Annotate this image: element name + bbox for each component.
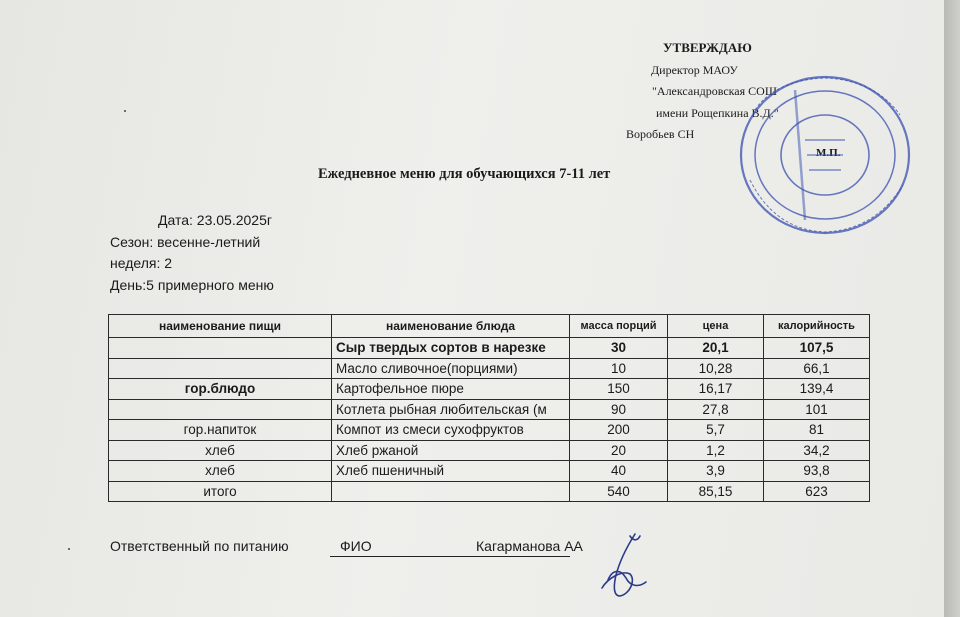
- cell-mass: 200: [570, 420, 668, 441]
- cell-dish: Котлета рыбная любительская (м: [332, 399, 570, 420]
- table-row: [109, 420, 870, 441]
- cell-mass: 40: [570, 461, 668, 482]
- table-row: [109, 440, 870, 461]
- cell-mass: 150: [570, 379, 668, 400]
- menu-date: Дата: 23.05.2025г: [158, 212, 272, 228]
- stamp-place-label: М.П.: [816, 147, 841, 159]
- cell-kcal: 66,1: [764, 358, 870, 379]
- table-header-row: [109, 315, 870, 338]
- cell-kcal: 101: [764, 399, 870, 420]
- cell-meal: гор.блюдо: [109, 379, 332, 400]
- header-dish: наименование блюда: [332, 315, 570, 338]
- cell-price: 3,9: [668, 461, 764, 482]
- approval-line-2: "Александровская СОШ: [652, 84, 777, 98]
- menu-day: День:5 примерного меню: [110, 277, 274, 293]
- table-row: [109, 338, 870, 359]
- table-row: [109, 461, 870, 482]
- cell-dish: Сыр твердых сортов в нарезке: [332, 338, 570, 359]
- cell-meal: гор.напиток: [109, 420, 332, 441]
- cell-dish: Масло сливочное(порциями): [332, 358, 570, 379]
- menu-week: неделя: 2: [110, 255, 173, 271]
- header-price: цена: [668, 315, 764, 338]
- cell-price: 16,17: [668, 379, 764, 400]
- speck: [124, 110, 126, 112]
- handwritten-signature-icon: [590, 530, 660, 605]
- header-kcal: калорийность: [764, 315, 870, 338]
- cell-meal: хлеб: [109, 440, 332, 461]
- header-mass: масса порций: [570, 315, 668, 338]
- cell-meal: итого: [109, 481, 332, 502]
- cell-meal: [109, 358, 332, 379]
- cell-meal: [109, 399, 332, 420]
- cell-meal: хлеб: [109, 461, 332, 482]
- cell-price: 5,7: [668, 420, 764, 441]
- table-row: [109, 379, 870, 400]
- table-row: [109, 358, 870, 379]
- responsible-label: Ответственный по питанию: [110, 538, 289, 554]
- cell-kcal: 81: [764, 420, 870, 441]
- cell-kcal: 93,8: [764, 461, 870, 482]
- cell-price: 85,15: [668, 481, 764, 502]
- approval-title: УТВЕРЖДАЮ: [663, 40, 752, 55]
- responsible-name: Кагарманова АА: [476, 538, 583, 554]
- cell-kcal: 623: [764, 481, 870, 502]
- cell-mass: 90: [570, 399, 668, 420]
- cell-mass: 540: [570, 481, 668, 502]
- cell-dish: Компот из смеси сухофруктов: [332, 420, 570, 441]
- cell-kcal: 107,5: [764, 338, 870, 359]
- cell-price: 20,1: [668, 338, 764, 359]
- cell-price: 10,28: [668, 358, 764, 379]
- cell-mass: 30: [570, 338, 668, 359]
- official-stamp-icon: [735, 70, 915, 240]
- cell-price: 1,2: [668, 440, 764, 461]
- approval-line-3: имени Рощепкина В.Д.": [656, 106, 779, 120]
- table-total-row: [109, 481, 870, 502]
- cell-meal: [109, 338, 332, 359]
- cell-dish: [332, 481, 570, 502]
- cell-price: 27,8: [668, 399, 764, 420]
- header-meal: наименование пищи: [109, 315, 332, 338]
- fio-label: ФИО: [340, 538, 372, 554]
- document-title: Ежедневное меню для обучающихся 7-11 лет: [318, 166, 611, 182]
- page-edge: [944, 0, 960, 617]
- approval-director-name: Воробьев СН: [626, 127, 695, 141]
- cell-dish: Хлеб пшеничный: [332, 461, 570, 482]
- signature-line: [330, 556, 570, 557]
- cell-mass: 20: [570, 440, 668, 461]
- cell-kcal: 34,2: [764, 440, 870, 461]
- speck: [68, 548, 70, 550]
- cell-kcal: 139,4: [764, 379, 870, 400]
- cell-dish: Хлеб ржаной: [332, 440, 570, 461]
- menu-season: Сезон: весенне-летний: [110, 234, 261, 250]
- menu-table: [108, 314, 870, 502]
- table-row: [109, 399, 870, 420]
- approval-line-1: Директор МАОУ: [651, 63, 738, 77]
- cell-mass: 10: [570, 358, 668, 379]
- cell-dish: Картофельное пюре: [332, 379, 570, 400]
